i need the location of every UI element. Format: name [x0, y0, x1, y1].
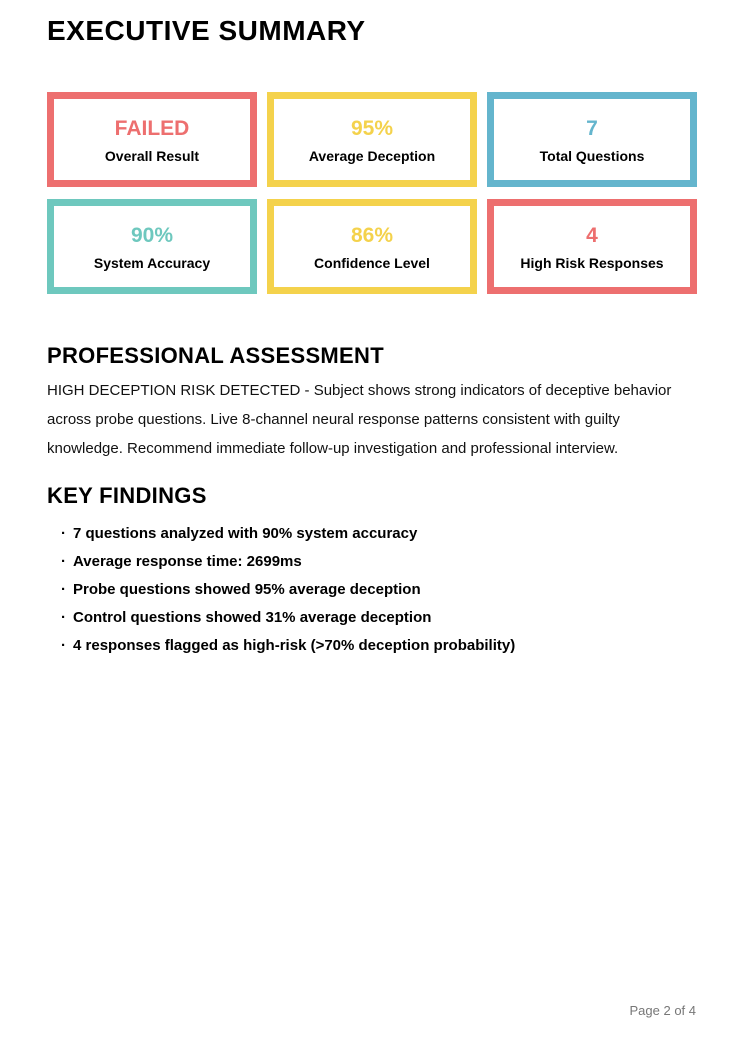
- professional-assessment-section: [47, 343, 697, 463]
- stat-value: 7: [586, 116, 598, 140]
- professional-assessment-heading: PROFESSIONAL ASSESSMENT: [47, 343, 384, 368]
- stat-cards-grid: [47, 92, 697, 294]
- stat-label: High Risk Responses: [520, 254, 664, 271]
- stat-card-average-deception: [267, 92, 477, 187]
- key-finding-item: · 4 responses flagged as high-risk (>70% deception probability): [61, 632, 697, 660]
- page-title: EXECUTIVE SUMMARY: [47, 15, 366, 46]
- stat-card-high-risk-responses: [487, 199, 697, 294]
- stat-value: 95%: [350, 116, 394, 140]
- stat-label: Overall Result: [104, 147, 200, 164]
- stat-label: System Accuracy: [93, 254, 211, 271]
- key-finding-item: · Probe questions showed 95% average deception: [61, 576, 697, 604]
- key-finding-item: · 7 questions analyzed with 90% system accuracy: [61, 520, 697, 548]
- stat-value: FAILED: [114, 116, 190, 140]
- stat-card-confidence-level: [267, 199, 477, 294]
- key-findings-list: [47, 520, 697, 660]
- stat-value: 86%: [350, 223, 394, 247]
- stat-card-overall-result: [47, 92, 257, 187]
- key-finding-item: · Control questions showed 31% average deception: [61, 604, 697, 632]
- professional-assessment-body: HIGH DECEPTION RISK DETECTED - Subject shows strong indicators of deceptive behavior across probe questions. Live 8-channel neural response patterns consistent with guilty knowledge. Recommend immediate follow-up investigation and professional interview.: [47, 382, 672, 457]
- stat-value: 4: [586, 223, 598, 247]
- key-finding-item: · Average response time: 2699ms: [61, 548, 697, 576]
- key-findings-section: [47, 483, 697, 660]
- stat-label: Total Questions: [539, 147, 645, 164]
- stat-label: Average Deception: [308, 147, 436, 164]
- stat-card-system-accuracy: [47, 199, 257, 294]
- key-findings-heading: KEY FINDINGS: [47, 483, 207, 508]
- page-number: Page 2 of 4: [629, 1003, 696, 1018]
- stat-value: 90%: [130, 223, 174, 247]
- stat-label: Confidence Level: [314, 254, 430, 271]
- stat-card-total-questions: [487, 92, 697, 187]
